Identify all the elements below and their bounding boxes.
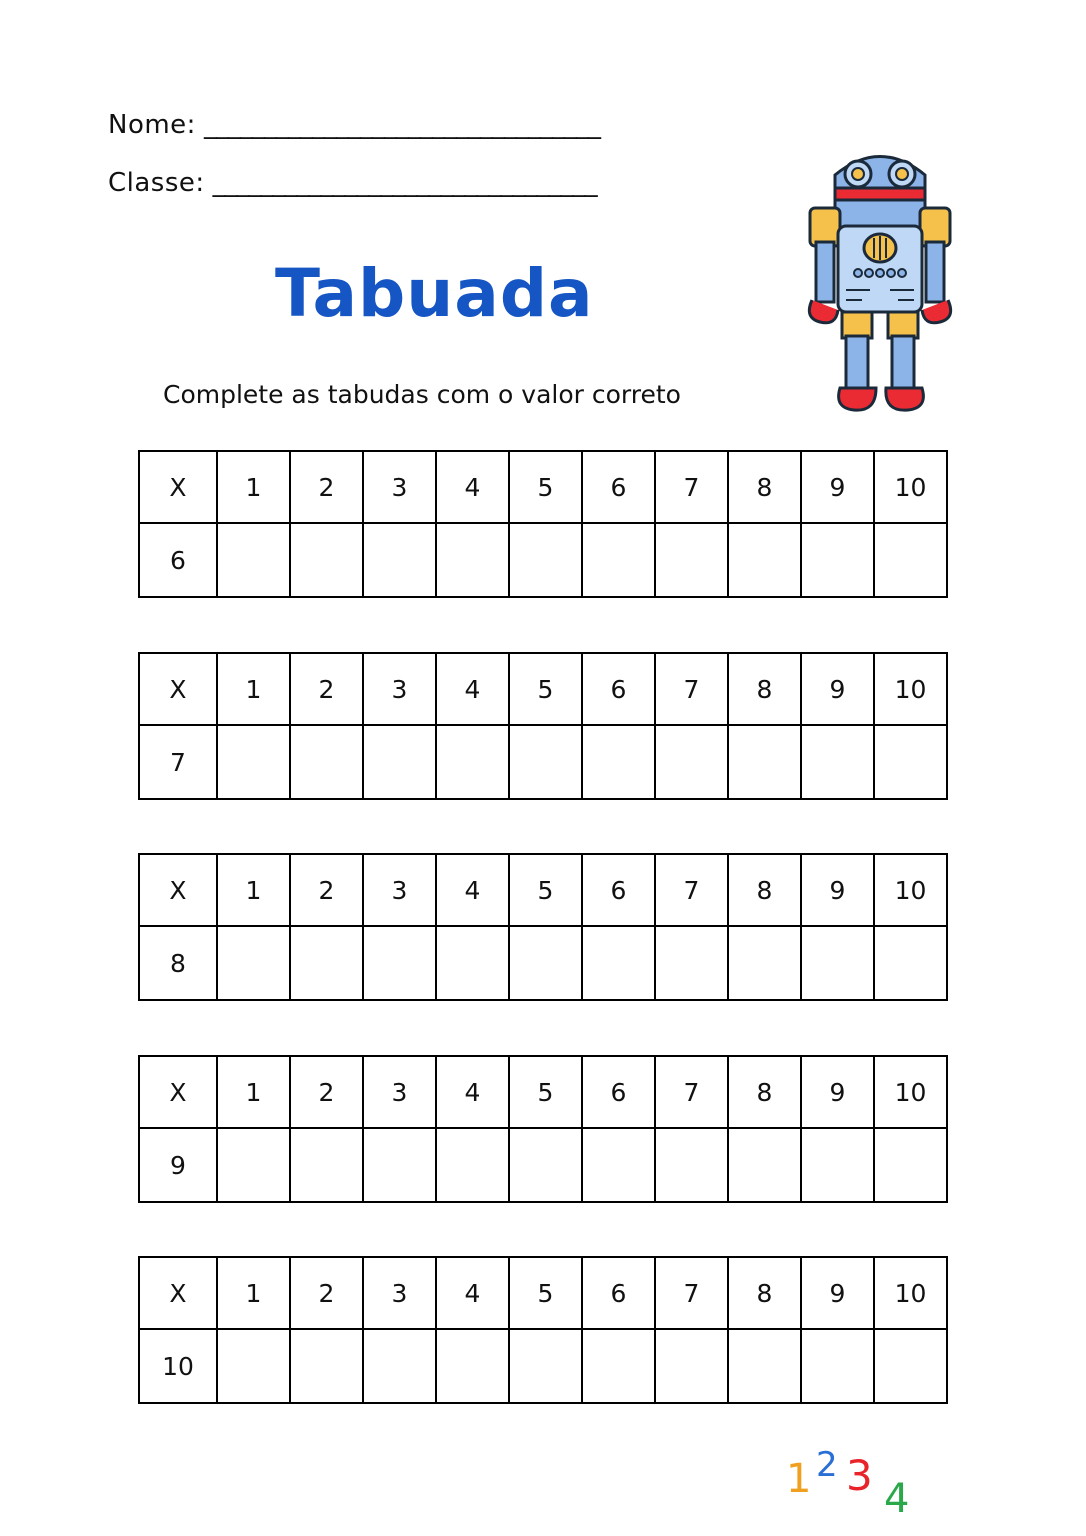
answer-cell[interactable] (728, 926, 801, 1000)
table-row (139, 523, 947, 597)
table-row (139, 1257, 947, 1329)
answer-cell[interactable] (509, 926, 582, 1000)
answer-cell[interactable] (728, 523, 801, 597)
class-field-row (108, 168, 597, 198)
col-header: 1 (217, 1257, 290, 1329)
col-header: 9 (801, 653, 874, 725)
col-header: 4 (436, 1257, 509, 1329)
col-header: 1 (217, 1056, 290, 1128)
col-header: 4 (436, 1056, 509, 1128)
multiplier-cell: 7 (139, 725, 217, 799)
col-header: 6 (582, 653, 655, 725)
col-header: 1 (217, 653, 290, 725)
col-header: 3 (363, 1056, 436, 1128)
answer-cell[interactable] (509, 725, 582, 799)
page-title: Tabuada (275, 255, 594, 332)
answer-cell[interactable] (290, 926, 363, 1000)
answer-cell[interactable] (217, 1128, 290, 1202)
answer-cell[interactable] (801, 725, 874, 799)
answer-cell[interactable] (582, 725, 655, 799)
answer-cell[interactable] (874, 725, 947, 799)
answer-cell[interactable] (217, 725, 290, 799)
answer-cell[interactable] (655, 1329, 728, 1403)
answer-cell[interactable] (363, 523, 436, 597)
name-field-row (108, 110, 600, 140)
col-header: 7 (655, 854, 728, 926)
col-header: 5 (509, 1257, 582, 1329)
col-header: 7 (655, 1056, 728, 1128)
col-header: 2 (290, 1257, 363, 1329)
answer-cell[interactable] (509, 1329, 582, 1403)
table-header-symbol: X (139, 1056, 217, 1128)
answer-cell[interactable] (509, 1128, 582, 1202)
multiplier-cell: 9 (139, 1128, 217, 1202)
tabuada-table-1 (138, 450, 948, 598)
tabuada-table-5 (138, 1256, 948, 1404)
col-header: 4 (436, 451, 509, 523)
col-header: 3 (363, 1257, 436, 1329)
answer-cell[interactable] (217, 926, 290, 1000)
col-header: 10 (874, 854, 947, 926)
answer-cell[interactable] (582, 926, 655, 1000)
col-header: 8 (728, 451, 801, 523)
col-header: 5 (509, 854, 582, 926)
answer-cell[interactable] (655, 523, 728, 597)
multiplier-cell: 6 (139, 523, 217, 597)
col-header: 9 (801, 854, 874, 926)
numbers-doodle (780, 1430, 940, 1520)
answer-cell[interactable] (217, 523, 290, 597)
col-header: 7 (655, 451, 728, 523)
col-header: 1 (217, 451, 290, 523)
col-header: 9 (801, 1056, 874, 1128)
col-header: 2 (290, 854, 363, 926)
col-header: 2 (290, 653, 363, 725)
answer-cell[interactable] (290, 523, 363, 597)
answer-cell[interactable] (655, 1128, 728, 1202)
class-field-line[interactable]: ________________________________ (212, 168, 597, 198)
answer-cell[interactable] (436, 1329, 509, 1403)
answer-cell[interactable] (290, 1128, 363, 1202)
answer-cell[interactable] (582, 1329, 655, 1403)
answer-cell[interactable] (363, 1329, 436, 1403)
answer-cell[interactable] (801, 1128, 874, 1202)
doodle-digit-1: 1 (786, 1456, 812, 1502)
answer-cell[interactable] (217, 1329, 290, 1403)
tabuada-table-2 (138, 652, 948, 800)
col-header: 5 (509, 451, 582, 523)
answer-cell[interactable] (436, 523, 509, 597)
col-header: 10 (874, 1056, 947, 1128)
answer-cell[interactable] (582, 523, 655, 597)
col-header: 9 (801, 451, 874, 523)
col-header: 8 (728, 653, 801, 725)
col-header: 5 (509, 1056, 582, 1128)
name-field-label: Nome: (108, 110, 196, 140)
col-header: 1 (217, 854, 290, 926)
col-header: 7 (655, 1257, 728, 1329)
answer-cell[interactable] (874, 1128, 947, 1202)
answer-cell[interactable] (509, 523, 582, 597)
multiplier-cell: 8 (139, 926, 217, 1000)
col-header: 3 (363, 451, 436, 523)
table-header-symbol: X (139, 451, 217, 523)
answer-cell[interactable] (655, 725, 728, 799)
table-row (139, 725, 947, 799)
answer-cell[interactable] (874, 926, 947, 1000)
instruction-text: Complete as tabudas com o valor correto (163, 380, 681, 409)
col-header: 6 (582, 854, 655, 926)
col-header: 6 (582, 1257, 655, 1329)
table-header-symbol: X (139, 1257, 217, 1329)
table-row (139, 1128, 947, 1202)
doodle-digit-3: 3 (846, 1451, 873, 1500)
robot-illustration (790, 130, 970, 420)
doodle-digit-4: 4 (884, 1476, 910, 1520)
col-header: 9 (801, 1257, 874, 1329)
col-header: 10 (874, 451, 947, 523)
answer-cell[interactable] (363, 926, 436, 1000)
class-field-label: Classe: (108, 168, 205, 198)
multiplier-cell: 10 (139, 1329, 217, 1403)
col-header: 10 (874, 1257, 947, 1329)
doodle-digit-2: 2 (816, 1445, 838, 1485)
table-row (139, 854, 947, 926)
answer-cell[interactable] (363, 725, 436, 799)
col-header: 5 (509, 653, 582, 725)
table-header-symbol: X (139, 653, 217, 725)
answer-cell[interactable] (801, 926, 874, 1000)
answer-cell[interactable] (436, 1128, 509, 1202)
answer-cell[interactable] (436, 926, 509, 1000)
answer-cell[interactable] (874, 1329, 947, 1403)
table-row (139, 1329, 947, 1403)
answer-cell[interactable] (655, 926, 728, 1000)
answer-cell[interactable] (582, 1128, 655, 1202)
col-header: 4 (436, 653, 509, 725)
col-header: 10 (874, 653, 947, 725)
tabuada-table-3 (138, 853, 948, 1001)
answer-cell[interactable] (363, 1128, 436, 1202)
table-header-symbol: X (139, 854, 217, 926)
answer-cell[interactable] (290, 725, 363, 799)
table-row (139, 451, 947, 523)
col-header: 7 (655, 653, 728, 725)
table-row (139, 653, 947, 725)
col-header: 2 (290, 451, 363, 523)
table-row (139, 1056, 947, 1128)
answer-cell[interactable] (801, 1329, 874, 1403)
answer-cell[interactable] (728, 1128, 801, 1202)
col-header: 8 (728, 854, 801, 926)
col-header: 2 (290, 1056, 363, 1128)
tabuada-table-4 (138, 1055, 948, 1203)
answer-cell[interactable] (801, 523, 874, 597)
col-header: 6 (582, 451, 655, 523)
col-header: 3 (363, 854, 436, 926)
answer-cell[interactable] (290, 1329, 363, 1403)
col-header: 6 (582, 1056, 655, 1128)
col-header: 8 (728, 1056, 801, 1128)
answer-cell[interactable] (728, 725, 801, 799)
col-header: 3 (363, 653, 436, 725)
name-field-line[interactable]: _________________________________ (203, 110, 600, 140)
answer-cell[interactable] (436, 725, 509, 799)
col-header: 4 (436, 854, 509, 926)
answer-cell[interactable] (874, 523, 947, 597)
table-row (139, 926, 947, 1000)
col-header: 8 (728, 1257, 801, 1329)
answer-cell[interactable] (728, 1329, 801, 1403)
